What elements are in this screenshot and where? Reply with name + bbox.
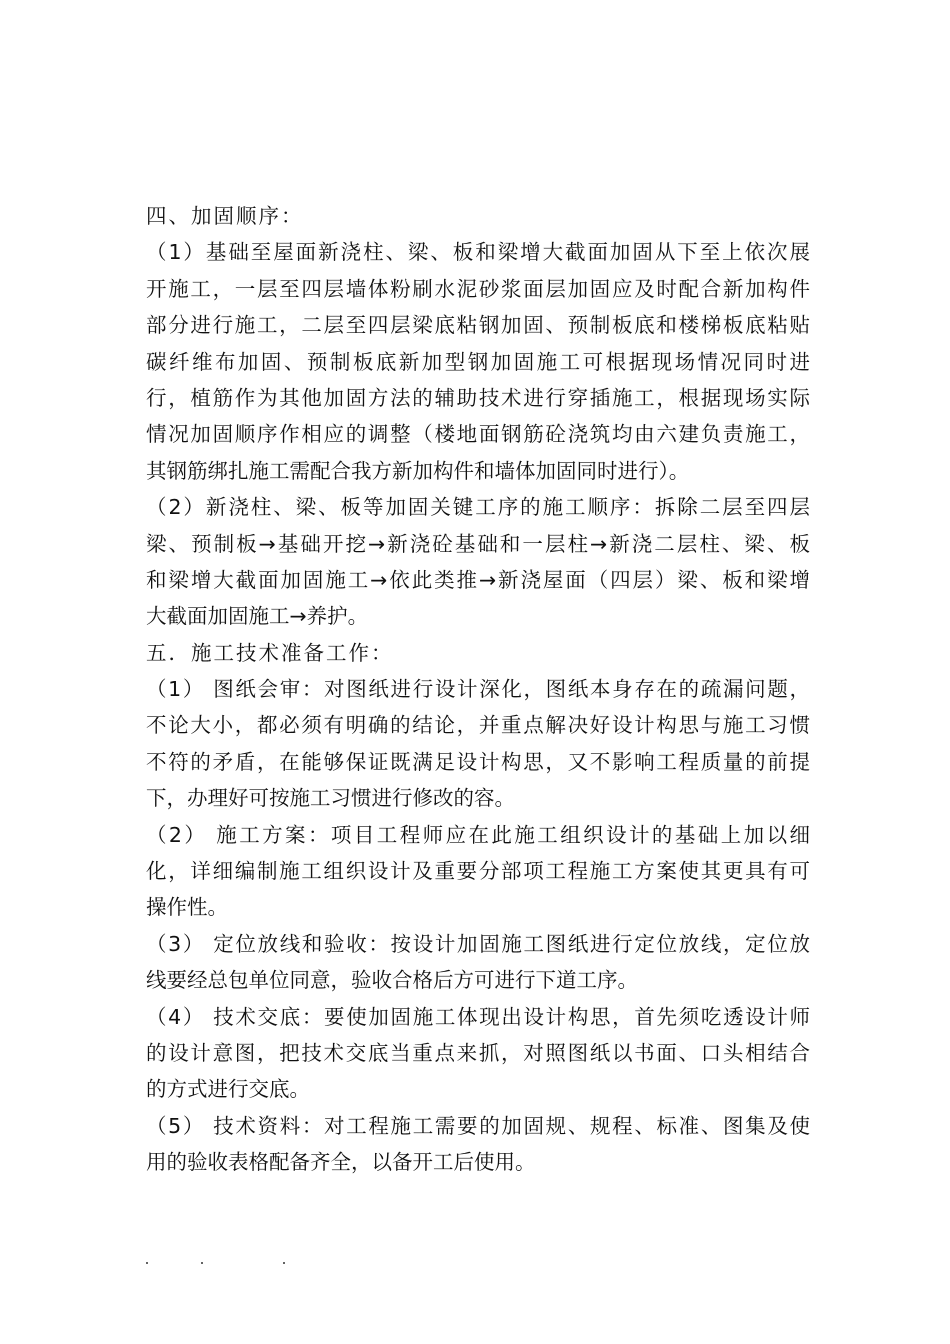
footer-dot xyxy=(146,1262,148,1264)
paragraph-line: 开施工，一层至四层墙体粉刷水泥砂浆面层加固应及时配合新加构件 xyxy=(146,276,810,301)
section-heading-order: 四、加固顺序： xyxy=(146,204,304,228)
paragraph-line: （4） 技术交底：要使加固施工体现出设计构思，首先须吃透设计师 xyxy=(146,1004,810,1029)
paragraph-line: 的设计意图，把技术交底当重点来抓，对照图纸以书面、口头相结合 xyxy=(146,1040,810,1065)
paragraph-line: 行，植筋作为其他加固方法的辅助技术进行穿插施工，根据现场实际 xyxy=(146,385,810,410)
paragraph-line: 的方式进行交底。 xyxy=(146,1077,310,1102)
paragraph-line: 线要经总包单位同意，验收合格后方可进行下道工序。 xyxy=(146,968,638,993)
footer-dot xyxy=(201,1262,203,1264)
paragraph-line: 部分进行施工，二层至四层梁底粘钢加固、预制板底和楼梯板底粘贴 xyxy=(146,313,810,338)
paragraph-line: 其钢筋绑扎施工需配合我方新加构件和墙体加固同时进行）。 xyxy=(146,458,690,483)
section-heading-preparation: 五．施工技术准备工作： xyxy=(146,640,394,665)
paragraph-line: （1）基础至屋面新浇柱、梁、板和梁增大截面加固从下至上依次展 xyxy=(146,240,810,265)
paragraph-line: 化，详细编制施工组织设计及重要分部项工程施工方案使其更具有可 xyxy=(146,859,810,884)
paragraph-line: 下，办理好可按施工习惯进行修改的容。 xyxy=(146,786,515,811)
paragraph-line: （2） 施工方案：项目工程师应在此施工组织设计的基础上加以细 xyxy=(146,822,810,847)
footer-dots xyxy=(146,1258,346,1270)
paragraph-line: 和梁增大截面加固施工→依此类推→新浇屋面（四层）梁、板和梁增 xyxy=(146,567,810,592)
paragraph-line: 大截面加固施工→养护。 xyxy=(146,604,369,629)
document-body xyxy=(146,198,810,1181)
paragraph-line: 碳纤维布加固、预制板底新加型钢加固施工可根据现场情况同时进 xyxy=(146,349,810,374)
paragraph-line: （5） 技术资料：对工程施工需要的加固规、规程、标准、图集及使 xyxy=(146,1113,810,1138)
paragraph-line: （3） 定位放线和验收：按设计加固施工图纸进行定位放线，定位放 xyxy=(146,931,810,956)
paragraph-line: 情况加固顺序作相应的调整（楼地面钢筋砼浇筑均由六建负责施工， xyxy=(146,422,810,447)
paragraph-line: 不符的矛盾，在能够保证既满足设计构思，又不影响工程质量的前提 xyxy=(146,749,810,774)
paragraph-line: （1） 图纸会审：对图纸进行设计深化，图纸本身存在的疏漏问题， xyxy=(146,677,810,702)
paragraph-line: 操作性。 xyxy=(146,895,228,920)
paragraph-line: 用的验收表格配备齐全，以备开工后使用。 xyxy=(146,1150,536,1175)
paragraph-line: 不论大小，都必须有明确的结论，并重点解决好设计构思与施工习惯 xyxy=(146,713,810,738)
paragraph-line: （2）新浇柱、梁、板等加固关键工序的施工顺序：拆除二层至四层 xyxy=(146,495,810,520)
paragraph-line: 梁、预制板→基础开挖→新浇砼基础和一层柱→新浇二层柱、梁、板 xyxy=(146,531,810,556)
footer-dot xyxy=(283,1262,285,1264)
